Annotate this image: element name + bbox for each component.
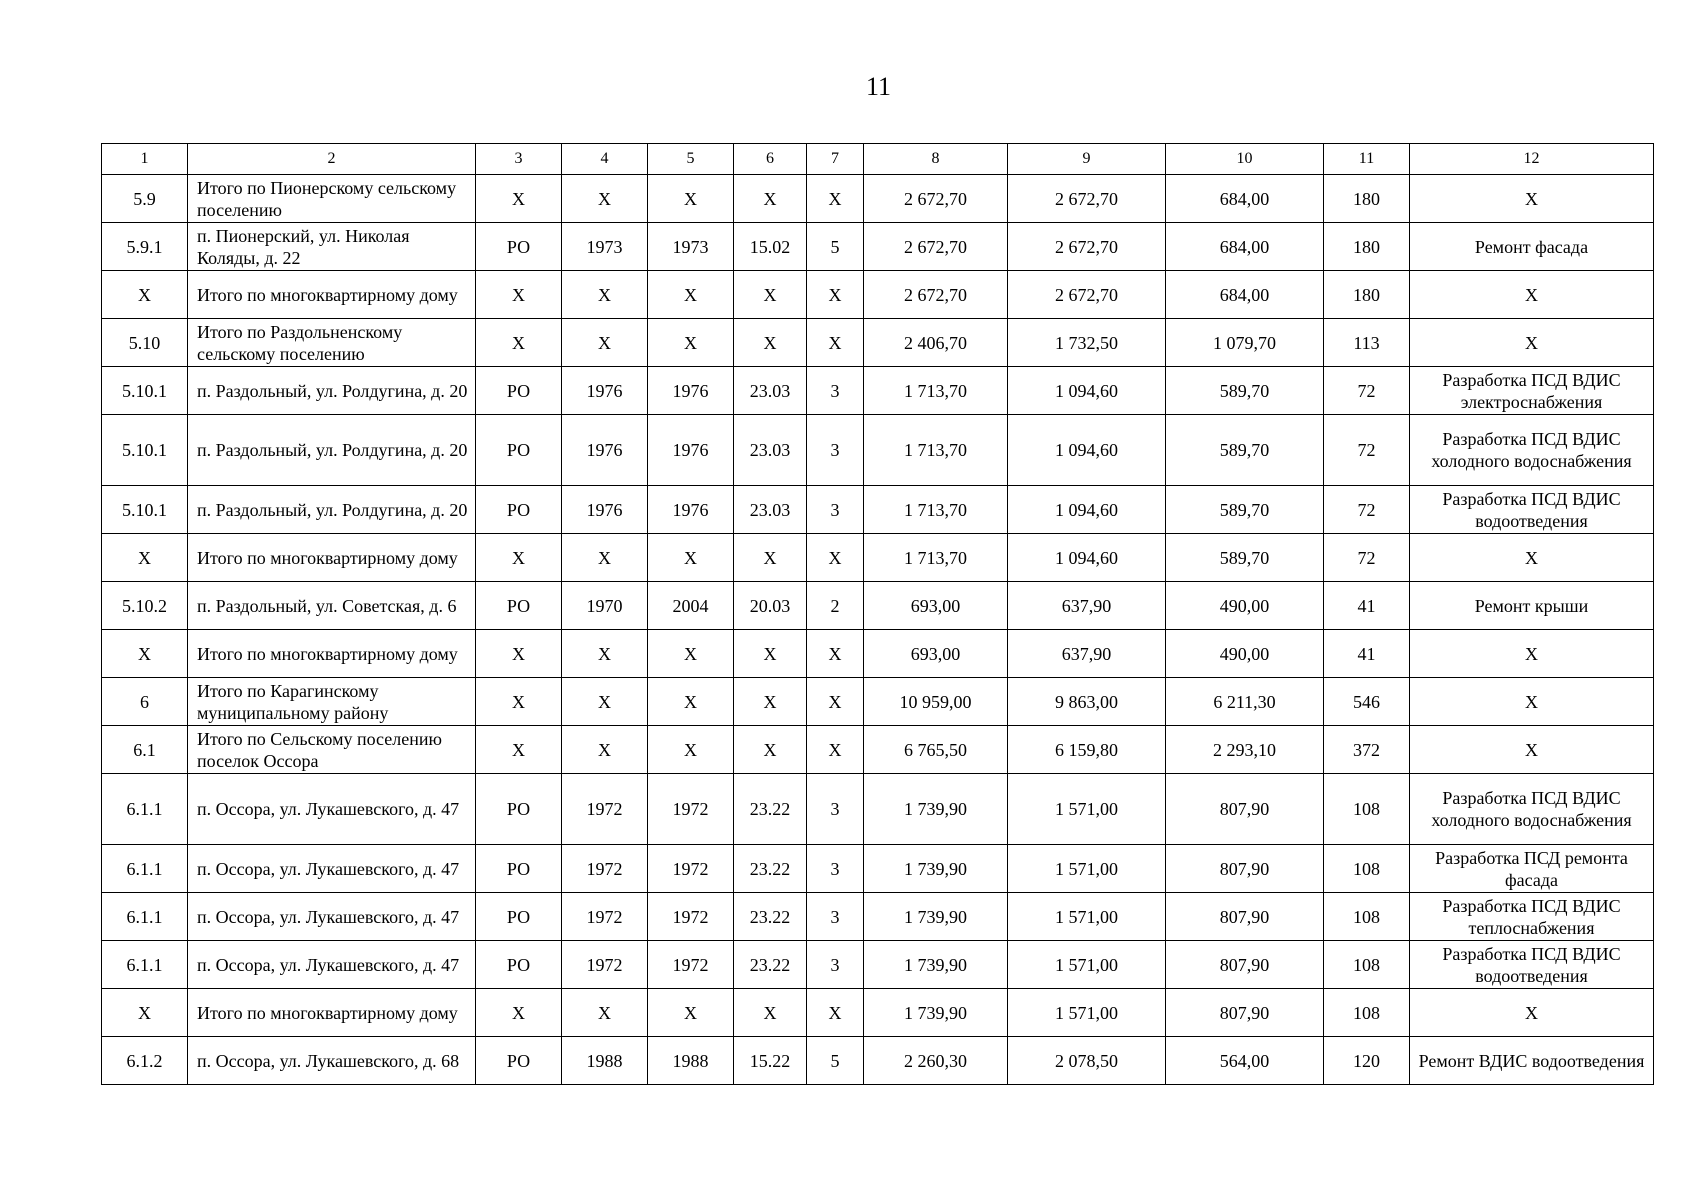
cell-nonliving-area: 589,70: [1166, 367, 1324, 415]
cell-item-number: Х: [102, 271, 188, 319]
cell-total-area: 1 713,70: [864, 486, 1008, 534]
cell-address: п. Оссора, ул. Лукашевского, д. 47: [188, 774, 476, 845]
cell-floors: 5: [807, 223, 864, 271]
table-row: [102, 941, 1654, 989]
table-row: [102, 319, 1654, 367]
cell-nonliving-area: 589,70: [1166, 415, 1324, 486]
cell-address: п. Пионерский, ул. Николая Коляды, д. 22: [188, 223, 476, 271]
cell-wall-code: Х: [734, 678, 807, 726]
cell-total-area: 1 739,90: [864, 941, 1008, 989]
cell-total-area: 2 672,70: [864, 175, 1008, 223]
cell-floors: 5: [807, 1037, 864, 1085]
cell-wall-code: 23.03: [734, 415, 807, 486]
cell-item-number: 6.1.1: [102, 941, 188, 989]
cell-work-type: Х: [1410, 175, 1654, 223]
cell-item-number: 5.10.1: [102, 415, 188, 486]
cell-floors: Х: [807, 989, 864, 1037]
cell-year-renovated: 2004: [648, 582, 734, 630]
table-row: [102, 1037, 1654, 1085]
cell-living-area: 6 159,80: [1008, 726, 1166, 774]
cell-nonliving-area: 589,70: [1166, 534, 1324, 582]
cell-work-type: Разработка ПСД ВДИС водоотведения: [1410, 941, 1654, 989]
cell-year-renovated: 1972: [648, 893, 734, 941]
cell-year-built: 1972: [562, 941, 648, 989]
cell-item-number: 6.1.1: [102, 774, 188, 845]
table-row: [102, 534, 1654, 582]
cell-work-type: Разработка ПСД ВДИС водоотведения: [1410, 486, 1654, 534]
cell-work-type: Х: [1410, 534, 1654, 582]
cell-work-type: Разработка ПСД ремонта фасада: [1410, 845, 1654, 893]
cell-category: РО: [476, 893, 562, 941]
cell-floors: 3: [807, 893, 864, 941]
column-header: 9: [1008, 144, 1166, 175]
cell-total-area: 693,00: [864, 582, 1008, 630]
cell-work-type: Разработка ПСД ВДИС холодного водоснабжения: [1410, 415, 1654, 486]
cell-living-area: 1 094,60: [1008, 486, 1166, 534]
cell-year-built: Х: [562, 175, 648, 223]
cell-work-type: Х: [1410, 678, 1654, 726]
cell-residents: 372: [1324, 726, 1410, 774]
cell-address: п. Раздольный, ул. Ролдугина, д. 20: [188, 367, 476, 415]
column-header: 5: [648, 144, 734, 175]
cell-nonliving-area: 6 211,30: [1166, 678, 1324, 726]
cell-item-number: 5.10.2: [102, 582, 188, 630]
cell-nonliving-area: 1 079,70: [1166, 319, 1324, 367]
cell-address: п. Оссора, ул. Лукашевского, д. 47: [188, 941, 476, 989]
cell-wall-code: 23.03: [734, 486, 807, 534]
cell-living-area: 1 094,60: [1008, 367, 1166, 415]
cell-work-type: Разработка ПСД ВДИС электроснабжения: [1410, 367, 1654, 415]
cell-living-area: 2 078,50: [1008, 1037, 1166, 1085]
table-row: [102, 774, 1654, 845]
cell-category: Х: [476, 678, 562, 726]
table-row: [102, 223, 1654, 271]
cell-year-renovated: 1976: [648, 367, 734, 415]
cell-item-number: 6.1.1: [102, 893, 188, 941]
cell-floors: 3: [807, 941, 864, 989]
cell-nonliving-area: 807,90: [1166, 893, 1324, 941]
column-header: 7: [807, 144, 864, 175]
cell-address: Итого по многоквартирному дому: [188, 271, 476, 319]
cell-category: РО: [476, 367, 562, 415]
cell-floors: Х: [807, 175, 864, 223]
cell-category: Х: [476, 989, 562, 1037]
cell-wall-code: Х: [734, 534, 807, 582]
cell-item-number: 5.9: [102, 175, 188, 223]
cell-nonliving-area: 684,00: [1166, 223, 1324, 271]
cell-year-built: 1976: [562, 367, 648, 415]
cell-living-area: 1 094,60: [1008, 415, 1166, 486]
cell-year-built: 1976: [562, 415, 648, 486]
cell-item-number: 6.1.2: [102, 1037, 188, 1085]
cell-total-area: 2 672,70: [864, 271, 1008, 319]
cell-living-area: 1 571,00: [1008, 845, 1166, 893]
cell-total-area: 2 260,30: [864, 1037, 1008, 1085]
cell-address: п. Оссора, ул. Лукашевского, д. 68: [188, 1037, 476, 1085]
column-header: 3: [476, 144, 562, 175]
cell-residents: 72: [1324, 415, 1410, 486]
cell-total-area: 1 739,90: [864, 774, 1008, 845]
column-header: 8: [864, 144, 1008, 175]
cell-living-area: 1 571,00: [1008, 774, 1166, 845]
cell-wall-code: Х: [734, 319, 807, 367]
cell-floors: Х: [807, 726, 864, 774]
cell-work-type: Х: [1410, 271, 1654, 319]
cell-living-area: 2 672,70: [1008, 175, 1166, 223]
cell-year-built: Х: [562, 319, 648, 367]
table-row: [102, 175, 1654, 223]
cell-residents: 72: [1324, 367, 1410, 415]
cell-living-area: 1 571,00: [1008, 893, 1166, 941]
cell-residents: 41: [1324, 582, 1410, 630]
cell-work-type: Х: [1410, 989, 1654, 1037]
cell-year-renovated: 1972: [648, 845, 734, 893]
column-header: 12: [1410, 144, 1654, 175]
cell-total-area: 1 739,90: [864, 845, 1008, 893]
cell-nonliving-area: 807,90: [1166, 989, 1324, 1037]
cell-year-renovated: 1976: [648, 486, 734, 534]
cell-floors: 3: [807, 774, 864, 845]
cell-address: Итого по многоквартирному дому: [188, 630, 476, 678]
cell-address: Итого по Сельскому поселению поселок Оссора: [188, 726, 476, 774]
cell-item-number: Х: [102, 989, 188, 1037]
cell-total-area: 1 713,70: [864, 367, 1008, 415]
cell-living-area: 2 672,70: [1008, 271, 1166, 319]
cell-work-type: Ремонт ВДИС водоотведения: [1410, 1037, 1654, 1085]
cell-residents: 72: [1324, 534, 1410, 582]
cell-wall-code: 23.22: [734, 774, 807, 845]
cell-residents: 120: [1324, 1037, 1410, 1085]
cell-residents: 108: [1324, 774, 1410, 845]
table-row: [102, 893, 1654, 941]
cell-work-type: Ремонт крыши: [1410, 582, 1654, 630]
cell-category: РО: [476, 774, 562, 845]
cell-year-renovated: Х: [648, 175, 734, 223]
cell-floors: 2: [807, 582, 864, 630]
cell-category: РО: [476, 582, 562, 630]
cell-year-built: 1970: [562, 582, 648, 630]
cell-year-renovated: 1988: [648, 1037, 734, 1085]
cell-category: РО: [476, 486, 562, 534]
cell-year-built: 1972: [562, 893, 648, 941]
cell-year-built: Х: [562, 271, 648, 319]
cell-category: Х: [476, 726, 562, 774]
cell-floors: 3: [807, 845, 864, 893]
cell-nonliving-area: 490,00: [1166, 630, 1324, 678]
cell-residents: 113: [1324, 319, 1410, 367]
cell-total-area: 1 739,90: [864, 989, 1008, 1037]
cell-year-renovated: Х: [648, 271, 734, 319]
cell-address: Итого по Пионерскому сельскому поселению: [188, 175, 476, 223]
cell-residents: 108: [1324, 941, 1410, 989]
cell-category: Х: [476, 319, 562, 367]
cell-total-area: 1 713,70: [864, 415, 1008, 486]
cell-year-renovated: Х: [648, 630, 734, 678]
cell-work-type: Разработка ПСД ВДИС холодного водоснабжения: [1410, 774, 1654, 845]
cell-floors: Х: [807, 271, 864, 319]
cell-wall-code: Х: [734, 175, 807, 223]
table-row: [102, 486, 1654, 534]
column-header: 6: [734, 144, 807, 175]
cell-total-area: 10 959,00: [864, 678, 1008, 726]
cell-address: п. Оссора, ул. Лукашевского, д. 47: [188, 845, 476, 893]
cell-floors: Х: [807, 534, 864, 582]
cell-category: РО: [476, 1037, 562, 1085]
cell-wall-code: 20.03: [734, 582, 807, 630]
cell-address: п. Раздольный, ул. Ролдугина, д. 20: [188, 486, 476, 534]
cell-year-renovated: 1972: [648, 774, 734, 845]
cell-item-number: Х: [102, 534, 188, 582]
cell-category: Х: [476, 630, 562, 678]
cell-year-built: 1972: [562, 774, 648, 845]
cell-residents: 180: [1324, 271, 1410, 319]
cell-category: РО: [476, 415, 562, 486]
cell-item-number: Х: [102, 630, 188, 678]
column-header: 1: [102, 144, 188, 175]
cell-nonliving-area: 807,90: [1166, 941, 1324, 989]
cell-living-area: 1 094,60: [1008, 534, 1166, 582]
cell-nonliving-area: 564,00: [1166, 1037, 1324, 1085]
cell-year-renovated: Х: [648, 319, 734, 367]
table-row: [102, 582, 1654, 630]
cell-total-area: 6 765,50: [864, 726, 1008, 774]
table-row: [102, 271, 1654, 319]
cell-nonliving-area: 684,00: [1166, 271, 1324, 319]
page-number: 11: [865, 72, 892, 101]
cell-floors: Х: [807, 319, 864, 367]
column-header: 11: [1324, 144, 1410, 175]
cell-living-area: 637,90: [1008, 630, 1166, 678]
table-row: [102, 630, 1654, 678]
cell-nonliving-area: 589,70: [1166, 486, 1324, 534]
cell-residents: 108: [1324, 845, 1410, 893]
cell-living-area: 2 672,70: [1008, 223, 1166, 271]
cell-wall-code: Х: [734, 271, 807, 319]
cell-address: Итого по многоквартирному дому: [188, 989, 476, 1037]
cell-item-number: 6: [102, 678, 188, 726]
header-row: [102, 144, 1654, 175]
column-header: 10: [1166, 144, 1324, 175]
cell-work-type: Х: [1410, 630, 1654, 678]
cell-living-area: 637,90: [1008, 582, 1166, 630]
cell-wall-code: 15.22: [734, 1037, 807, 1085]
cell-category: РО: [476, 223, 562, 271]
cell-residents: 180: [1324, 223, 1410, 271]
cell-item-number: 5.9.1: [102, 223, 188, 271]
cell-category: Х: [476, 175, 562, 223]
cell-year-renovated: Х: [648, 726, 734, 774]
table-row: [102, 726, 1654, 774]
cell-category: РО: [476, 845, 562, 893]
cell-floors: Х: [807, 678, 864, 726]
cell-year-built: Х: [562, 534, 648, 582]
cell-living-area: 9 863,00: [1008, 678, 1166, 726]
table-row: [102, 367, 1654, 415]
cell-address: п. Раздольный, ул. Ролдугина, д. 20: [188, 415, 476, 486]
cell-address: п. Оссора, ул. Лукашевского, д. 47: [188, 893, 476, 941]
cell-floors: 3: [807, 367, 864, 415]
cell-wall-code: 23.03: [734, 367, 807, 415]
cell-item-number: 5.10.1: [102, 367, 188, 415]
table-row: [102, 989, 1654, 1037]
cell-year-renovated: 1972: [648, 941, 734, 989]
cell-category: Х: [476, 534, 562, 582]
cell-floors: 3: [807, 486, 864, 534]
cell-total-area: 1 739,90: [864, 893, 1008, 941]
cell-living-area: 1 732,50: [1008, 319, 1166, 367]
cell-total-area: 693,00: [864, 630, 1008, 678]
cell-residents: 41: [1324, 630, 1410, 678]
cell-category: РО: [476, 941, 562, 989]
cell-year-built: 1976: [562, 486, 648, 534]
cell-residents: 180: [1324, 175, 1410, 223]
column-header: 4: [562, 144, 648, 175]
cell-work-type: Разработка ПСД ВДИС теплоснабжения: [1410, 893, 1654, 941]
cell-residents: 546: [1324, 678, 1410, 726]
cell-item-number: 5.10.1: [102, 486, 188, 534]
cell-wall-code: 23.22: [734, 893, 807, 941]
cell-wall-code: Х: [734, 630, 807, 678]
cell-address: Итого по Карагинскому муниципальному району: [188, 678, 476, 726]
table-row: [102, 415, 1654, 486]
cell-nonliving-area: 684,00: [1166, 175, 1324, 223]
cell-year-built: 1973: [562, 223, 648, 271]
cell-address: Итого по многоквартирному дому: [188, 534, 476, 582]
cell-category: Х: [476, 271, 562, 319]
cell-item-number: 5.10: [102, 319, 188, 367]
table-row: [102, 678, 1654, 726]
cell-wall-code: 23.22: [734, 941, 807, 989]
cell-total-area: 1 713,70: [864, 534, 1008, 582]
cell-residents: 108: [1324, 989, 1410, 1037]
cell-work-type: Ремонт фасада: [1410, 223, 1654, 271]
cell-wall-code: 23.22: [734, 845, 807, 893]
cell-nonliving-area: 807,90: [1166, 845, 1324, 893]
cell-residents: 72: [1324, 486, 1410, 534]
cell-year-built: Х: [562, 726, 648, 774]
cell-year-built: 1988: [562, 1037, 648, 1085]
cell-total-area: 2 406,70: [864, 319, 1008, 367]
cell-item-number: 6.1.1: [102, 845, 188, 893]
registry-table: [101, 143, 1654, 1085]
cell-year-built: Х: [562, 989, 648, 1037]
cell-work-type: Х: [1410, 726, 1654, 774]
cell-address: Итого по Раздольненскому сельскому поселению: [188, 319, 476, 367]
cell-nonliving-area: 490,00: [1166, 582, 1324, 630]
cell-residents: 108: [1324, 893, 1410, 941]
column-header: 2: [188, 144, 476, 175]
cell-year-renovated: Х: [648, 678, 734, 726]
cell-wall-code: Х: [734, 726, 807, 774]
cell-floors: Х: [807, 630, 864, 678]
table-body: [102, 175, 1654, 1085]
cell-year-renovated: 1976: [648, 415, 734, 486]
cell-nonliving-area: 807,90: [1166, 774, 1324, 845]
cell-total-area: 2 672,70: [864, 223, 1008, 271]
cell-nonliving-area: 2 293,10: [1166, 726, 1324, 774]
cell-year-renovated: Х: [648, 989, 734, 1037]
cell-wall-code: Х: [734, 989, 807, 1037]
cell-item-number: 6.1: [102, 726, 188, 774]
cell-work-type: Х: [1410, 319, 1654, 367]
cell-living-area: 1 571,00: [1008, 989, 1166, 1037]
cell-year-renovated: Х: [648, 534, 734, 582]
cell-year-built: Х: [562, 678, 648, 726]
cell-wall-code: 15.02: [734, 223, 807, 271]
cell-living-area: 1 571,00: [1008, 941, 1166, 989]
cell-year-renovated: 1973: [648, 223, 734, 271]
cell-floors: 3: [807, 415, 864, 486]
table-row: [102, 845, 1654, 893]
cell-year-built: Х: [562, 630, 648, 678]
cell-year-built: 1972: [562, 845, 648, 893]
cell-address: п. Раздольный, ул. Советская, д. 6: [188, 582, 476, 630]
